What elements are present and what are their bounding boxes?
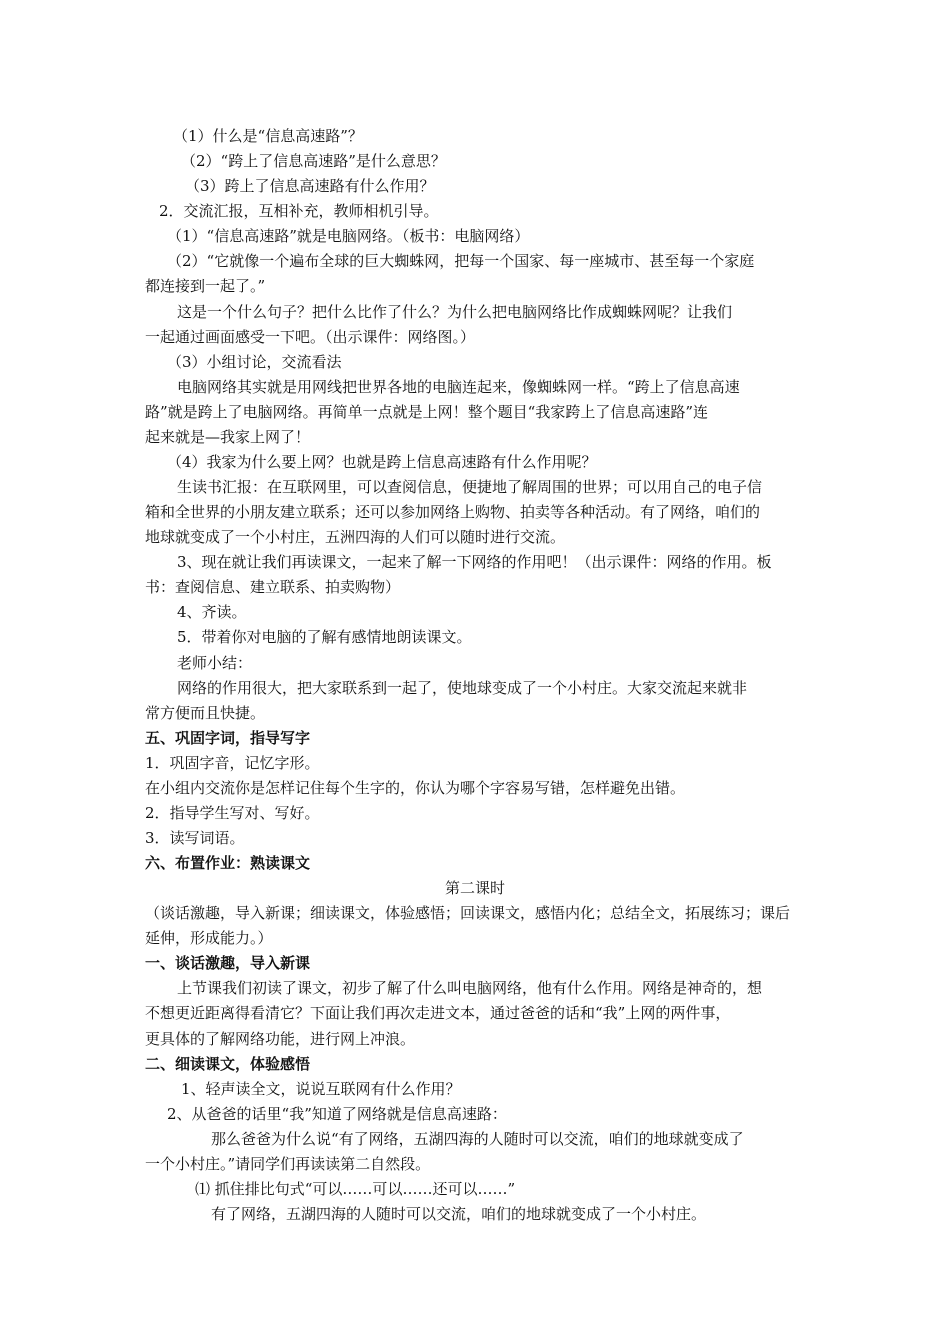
text-line: 在小组内交流你是怎样记住每个生字的，你认为哪个字容易写错，怎样避免出错。 [145, 779, 686, 797]
text-line: （3）小组讨论，交流看法 [167, 353, 342, 371]
text-line: ⑴ 抓住排比句式“可以……可以……还可以……” [195, 1180, 516, 1198]
text-line: 地球就变成了一个小村庄，五洲四海的人们可以随时进行交流。 [145, 528, 566, 546]
text-line: 常方便而且快捷。 [145, 704, 266, 722]
text-line: （2）“它就像一个遍布全球的巨大蜘蛛网，把每一个国家、每一座城市、甚至每一个家庭 [167, 252, 755, 270]
text-line: （4）我家为什么要上网？也就是跨上信息高速路有什么作用呢？ [167, 453, 597, 471]
text-line: 有了网络，五湖四海的人随时可以交流，咱们的地球就变成了一个小村庄。 [211, 1205, 707, 1223]
text-line: （3）跨上了信息高速路有什么作用？ [185, 177, 435, 195]
text-line: 更具体的了解网络功能，进行网上冲浪。 [145, 1030, 416, 1048]
text-line: （2）“跨上了信息高速路”是什么意思？ [181, 152, 446, 170]
text-line: 箱和全世界的小朋友建立联系；还可以参加网络上购物、拍卖等各种活动。有了网络，咱们的 [145, 503, 761, 521]
text-line: 上节课我们初读了课文，初步了解了什么叫电脑网络，他有什么作用。网络是神奇的，想 [177, 979, 763, 997]
text-line: 都连接到一起了。” [145, 277, 266, 295]
section-heading: 一、谈话激趣，导入新课 [145, 954, 311, 972]
text-line: 一起通过画面感受一下吧。（出示课件：网络图。） [145, 328, 476, 346]
text-line: 不想更近距离得看清它？下面让我们再次走进文本，通过爸爸的话和“我”上网的两件事， [145, 1004, 731, 1022]
text-line: 5．带着你对电脑的了解有感情地朗读课文。 [177, 628, 472, 646]
text-line: 2．交流汇报，互相补充，教师相机引导。 [159, 202, 439, 220]
text-line: 那么爸爸为什么说“有了网络，五湖四海的人随时可以交流，咱们的地球就变成了 [211, 1130, 744, 1148]
text-line: 这是一个什么句子？把什么比作了什么？为什么把电脑网络比作成蜘蛛网呢？让我们 [177, 303, 733, 321]
text-line: 电脑网络其实就是用网线把世界各地的电脑连起来，像蜘蛛网一样。“跨上了信息高速 [177, 378, 740, 396]
section-heading: 六、布置作业：熟读课文 [145, 854, 311, 872]
text-line: 2．指导学生写对、写好。 [145, 804, 320, 822]
text-line: 网络的作用很大，把大家联系到一起了，使地球变成了一个小村庄。大家交流起来就非 [177, 679, 748, 697]
text-line: （1）“信息高速路”就是电脑网络。（板书：电脑网络） [167, 227, 530, 245]
section-heading: 二、细读课文，体验感悟 [145, 1055, 311, 1073]
text-line: 路”就是跨上了电脑网络。再简单一点就是上网！整个题目“我家跨上了信息高速路”连 [145, 403, 709, 421]
section-title: 第二课时 [444, 879, 505, 897]
section-heading: 五、巩固字词，指导写字 [145, 729, 311, 747]
text-line: 1、轻声读全文，说说互联网有什么作用？ [181, 1080, 461, 1098]
text-line: 一个小村庄。”请同学们再读读第二自然段。 [145, 1155, 431, 1173]
text-line: 3、现在就让我们再读课文，一起来了解一下网络的作用吧！（出示课件：网络的作用。板 [177, 553, 772, 571]
text-line: 1．巩固字音，记忆字形。 [145, 754, 320, 772]
text-line: 生读书汇报：在互联网里，可以查阅信息，便捷地了解周围的世界；可以用自己的电子信 [177, 478, 763, 496]
text-line: （谈话激趣，导入新课；细读课文，体验感悟；回读课文，感悟内化；总结全文，拓展练习；课后 [145, 904, 791, 922]
text-line: （1）什么是“信息高速路”？ [173, 127, 363, 145]
text-line: 2、从爸爸的话里“我”知道了网络就是信息高速路： [167, 1105, 507, 1123]
text-line: 老师小结： [177, 654, 253, 672]
text-line: 4、齐读。 [177, 603, 247, 621]
text-line: 起来就是—我家上网了！ [145, 428, 311, 446]
text-line: 书：查阅信息、建立联系、拍卖购物） [145, 578, 401, 596]
text-line: 延伸，形成能力。） [145, 929, 273, 947]
text-line: 3．读写词语。 [145, 829, 245, 847]
